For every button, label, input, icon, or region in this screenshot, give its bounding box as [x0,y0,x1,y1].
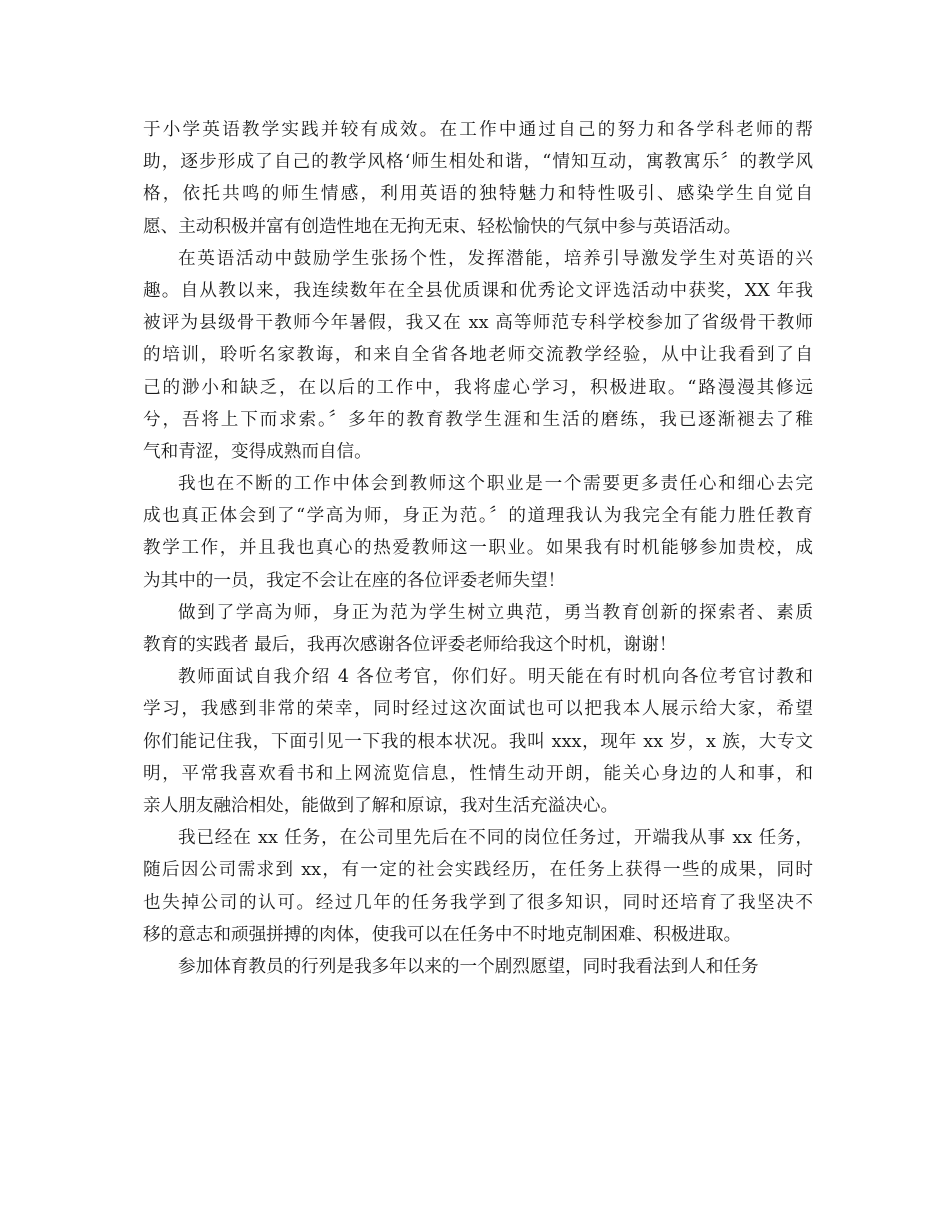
paragraph [143,597,813,661]
text-line: 的培训，聆听名家教诲，和来自全省各地老师交流教学经验，从中让我看到了自 [143,345,813,366]
text-line: 移的意志和顽强拼搏的肉体，使我可以在任务中不时地克制困难、积极进取。 [143,924,742,945]
text-line: 成也真正体会到了“学高为师，身正为范。〞的道理我认为我完全有能力胜任教育 [143,506,813,527]
paragraph [143,114,813,243]
text-line: 趣。自从教以来，我连续数年在全县优质课和优秀论文评选活动中获奖，XX 年我 [143,280,813,301]
paragraph [143,468,813,597]
document-body [143,114,813,983]
text-line: 格，依托共鸣的师生情感，利用英语的独特魅力和特性吸引、感染学生自觉自 [143,184,813,205]
text-line: 亲人朋友融洽相处，能做到了解和原谅，我对生活充溢决心。 [143,795,619,816]
text-line: 参加体育教员的行列是我多年以来的一个剧烈愿望，同时我看法到人和任务 [178,956,759,977]
text-line: 我也在不断的工作中体会到教师这个职业是一个需要更多责任心和细心去完 [178,474,813,495]
paragraph [143,951,813,983]
text-line: 教育的实践者 最后，我再次感谢各位评委老师给我这个时机，谢谢！ [143,635,677,655]
paragraph [143,822,813,951]
text-line: 我已经在 xx 任务，在公司里先后在不同的岗位任务过，开端我从事 xx 任务， [178,828,813,849]
text-line: 助，逐步形成了自己的教学风格‘师生相处和谐，“情知互动，寓教寓乐〞的教学风 [143,152,813,173]
text-line: 兮，吾将上下而求索。〞多年的教育教学生涯和生活的磨练，我已逐渐褪去了稚 [143,409,813,430]
text-line: 教学工作，并且我也真心的热爱教师这一职业。如果我有时机能够参加贵校，成 [143,538,813,559]
text-line: 为其中的一员，我定不会让在座的各位评委老师失望！ [143,570,566,591]
text-line: 明，平常我喜欢看书和上网流览信息，性情生动开朗，能关心身边的人和事，和 [143,763,813,784]
text-line: 于小学英语教学实践并较有成效。在工作中通过自己的努力和各学科老师的帮 [143,120,813,140]
text-line: 随后因公司需求到 xx，有一定的社会实践经历，在任务上获得一些的成果，同时 [143,860,813,881]
text-line: 在英语活动中鼓励学生张扬个性，发挥潜能，培养引导激发学生对英语的兴 [178,248,813,269]
text-line: 气和青涩，变得成熟而自信。 [143,441,372,462]
text-line: 己的渺小和缺乏，在以后的工作中，我将虚心学习，积极进取。“路漫漫其修远 [143,377,813,398]
text-line: 愿、主动积极并富有创造性地在无拘无束、轻松愉快的气氛中参与英语活动。 [143,216,742,237]
text-line: 教师面试自我介绍 4 各位考官，你们好。明天能在有时机向各位考官讨教和 [178,667,813,688]
paragraph [143,243,813,468]
text-line: 你们能记住我，下面引见一下我的根本状况。我叫 xxx，现年 xx 岁，x 族，大专文 [143,731,813,752]
paragraph [143,661,813,822]
text-line: 也失掉公司的认可。经过几年的任务我学到了很多知识，同时还培育了我坚决不 [143,892,813,913]
text-line: 做到了学高为师，身正为范为学生树立典范，勇当教育创新的探索者、素质 [178,602,813,623]
text-line: 被评为县级骨干教师今年暑假，我又在 xx 高等师范专科学校参加了省级骨干教师 [143,313,813,334]
text-line: 学习，我感到非常的荣幸，同时经过这次面试也可以把我本人展示给大家，希望 [143,699,813,720]
